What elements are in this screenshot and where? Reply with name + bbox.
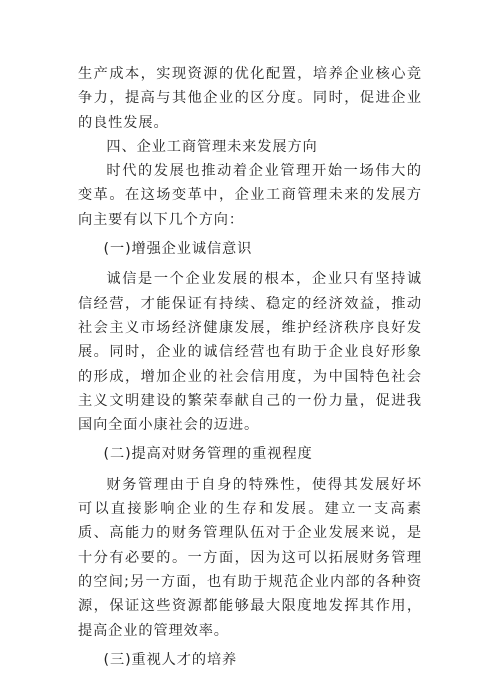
section-heading: 四、企业工商管理未来发展方向 — [106, 138, 318, 155]
paragraph-intro: 时代的发展也推动着企业管理开始一场伟大的变革。在这场变革中，企业工商管理未来的发展方向主要有以下几个方向： — [78, 163, 422, 228]
document-body — [78, 62, 422, 678]
paragraph-integrity: 诚信是一个企业发展的根本，企业只有坚持诚信经营，才能保证有持续、稳定的经济效益，推动社会主义市场经济健康发展，维护经济秩序良好发展。同时，企业的诚信经营也有助于企业良好形象的形成，增加企业的社会信用度，为中国特色社会主义文明建设的繁荣奉献自己的一份力量，促进我国向全面小康社会的迈进。 — [78, 271, 422, 434]
paragraph-continued: 生产成本，实现资源的优化配置，培养企业核心竞争力，提高与其他企业的区分度。同时，促进企业的良性发展。 — [78, 66, 422, 131]
subheading-1: (一)增强企业诚信意识 — [103, 241, 253, 258]
subheading-3: (三)重视人才的培养 — [103, 651, 238, 668]
paragraph-finance: 财务管理由于自身的特殊性，使得其发展好坏可以直接影响企业的生存和发展。建立一支高素质、高能力的财务管理队伍对于企业发展来说，是十分有必要的。一方面，因为这可以拓展财务管理的空间;另一方面，也有助于规范企业内部的各种资源，保证这些资源都能够最大限度地发挥其作用，提高企业的管理效率。 — [78, 476, 422, 639]
subheading-2: (二)提高对财务管理的重视程度 — [103, 446, 313, 463]
